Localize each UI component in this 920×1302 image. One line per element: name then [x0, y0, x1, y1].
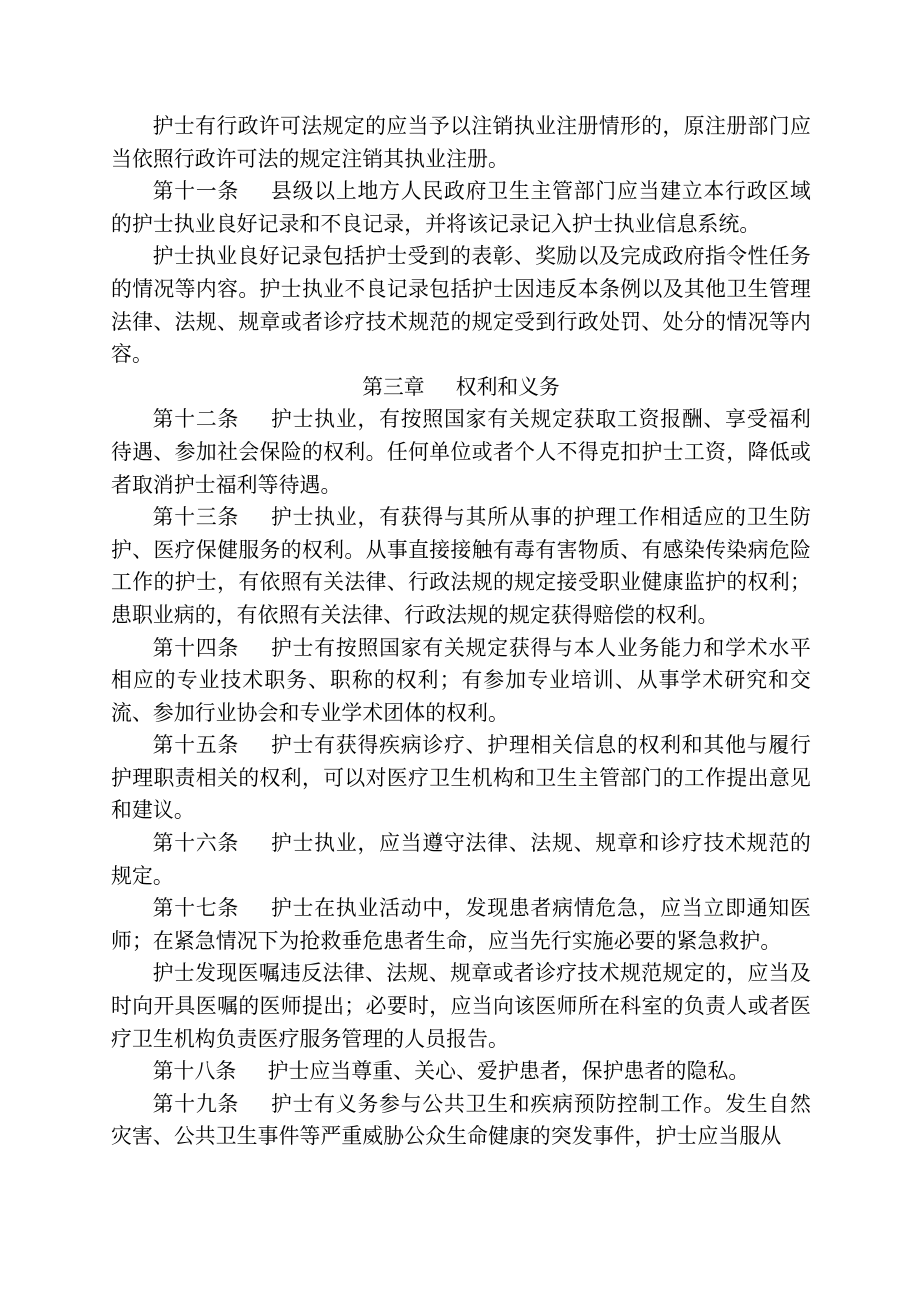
article-number: 第十二条: [152, 407, 240, 432]
article-13: [111, 501, 811, 631]
article-number: 第十六条: [152, 831, 240, 856]
chapter-number: 第三章: [362, 374, 425, 399]
article-number: 第十七条: [152, 896, 240, 921]
paragraph-cancel-registration: [111, 110, 811, 175]
article-16: [111, 827, 811, 892]
article-17: [111, 892, 811, 957]
article-text: 护士执业，有获得与其所从事的护理工作相适应的卫生防护、医疗保健服务的权利。从事直接接触有毒有害物质、有感染传染病危险工作的护士，有依照有关法律、行政法规的规定接受职业健康监护的权利；患职业病的，有依照有关法律、行政法规的规定获得赔偿的权利。: [111, 505, 811, 627]
article-number: 第十三条: [152, 505, 240, 530]
article-text: 护士执业，应当遵守法律、法规、规章和诊疗技术规范的规定。: [111, 831, 811, 888]
article-number: 第十一条: [152, 179, 240, 204]
article-18: [111, 1055, 811, 1088]
paragraph-text: 护士有行政许可法规定的应当予以注销执业注册情形的，原注册部门应当依照行政许可法的规定注销其执业注册。: [111, 114, 811, 171]
article-12: [111, 403, 811, 501]
article-number: 第十五条: [152, 733, 240, 758]
article-text: 护士有获得疾病诊疗、护理相关信息的权利和其他与履行护理职责相关的权利，可以对医疗卫生机构和卫生主管部门的工作提出意见和建议。: [111, 733, 811, 823]
article-15: [111, 729, 811, 827]
article-11: [111, 175, 811, 240]
article-14: [111, 632, 811, 730]
article-text: 护士应当尊重、关心、爱护患者，保护患者的隐私。: [267, 1059, 750, 1084]
article-number: 第十四条: [152, 635, 240, 660]
document-body: [111, 110, 811, 1153]
article-number: 第十八条: [152, 1059, 237, 1084]
article-number: 第十九条: [152, 1091, 240, 1116]
article-text: 护士有义务参与公共卫生和疾病预防控制工作。发生自然灾害、公共卫生事件等严重威胁公众生命健康的突发事件，护士应当服从: [111, 1091, 811, 1149]
article-text: 县级以上地方人民政府卫生主管部门应当建立本行政区域的护士执业良好记录和不良记录，并将该记录记入护士执业信息系统。: [111, 179, 811, 236]
paragraph-medical-order: [111, 957, 811, 1055]
article-19: [111, 1088, 811, 1153]
chapter-title: 权利和义务: [455, 374, 560, 399]
article-text: 护士有按照国家有关规定获得与本人业务能力和学术水平相应的专业技术职务、职称的权利；有参加专业培训、从事学术研究和交流、参加行业协会和专业学术团体的权利。: [111, 635, 811, 725]
paragraph-records-content: [111, 240, 811, 370]
paragraph-text: 护士执业良好记录包括护士受到的表彰、奖励以及完成政府指令性任务的情况等内容。护士执业不良记录包括护士因违反本条例以及其他卫生管理法律、法规、规章或者诊疗技术规范的规定受到行政处罚、处分的情况等内容。: [111, 244, 811, 367]
chapter-heading: [111, 371, 811, 404]
article-text: 护士在执业活动中，发现患者病情危急，应当立即通知医师；在紧急情况下为抢救垂危患者生命，应当先行实施必要的紧急救护。: [111, 896, 811, 953]
article-text: 护士执业，有按照国家有关规定获取工资报酬、享受福利待遇、参加社会保险的权利。任何单位或者个人不得克扣护士工资，降低或者取消护士福利等待遇。: [111, 407, 811, 497]
paragraph-text: 护士发现医嘱违反法律、法规、规章或者诊疗技术规范规定的，应当及时向开具医嘱的医师提出；必要时，应当向该医师所在科室的负责人或者医疗卫生机构负责医疗服务管理的人员报告。: [111, 961, 811, 1051]
